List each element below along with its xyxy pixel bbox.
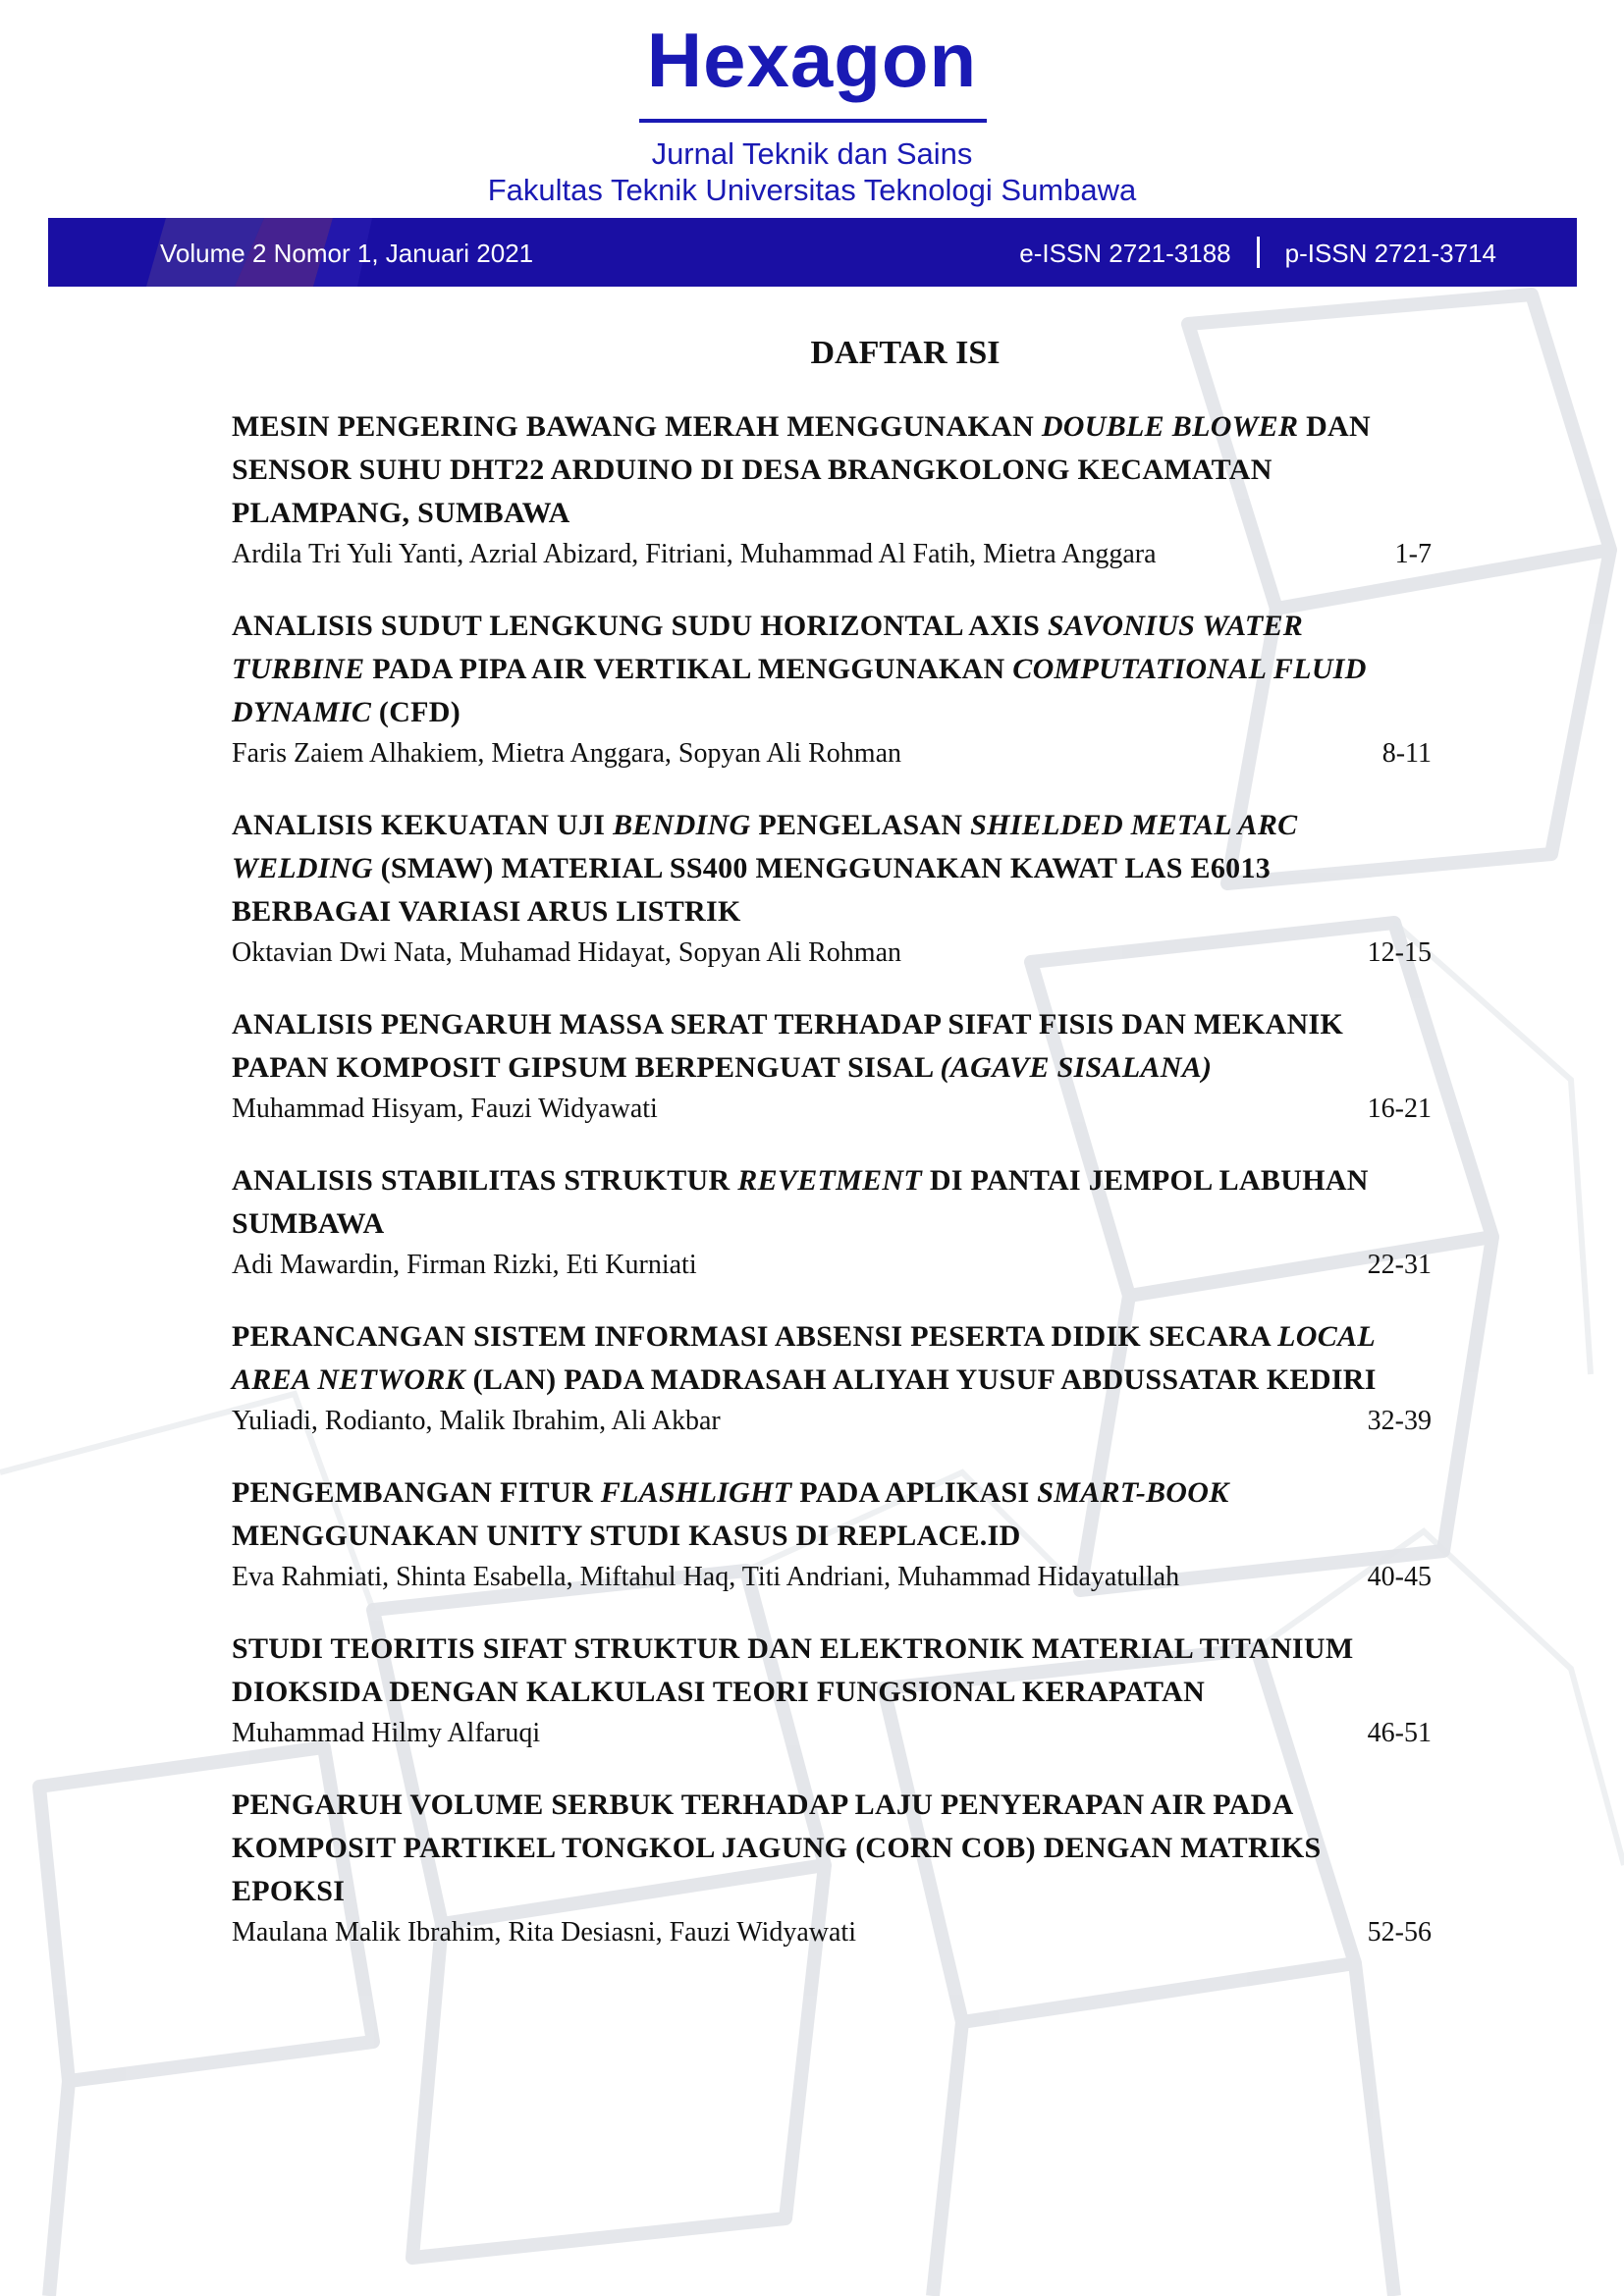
article-pages: 8-11	[1381, 738, 1432, 769]
article-authors: Muhammad Hisyam, Fauzi Widyawati	[232, 1094, 658, 1124]
article-title-run: (LAN) PADA MADRASAH ALIYAH YUSUF ABDUSSATAR KEDIRI	[464, 1363, 1377, 1396]
journal-faculty: Fakultas Teknik Universitas Teknologi Sumbawa	[487, 173, 1137, 207]
article-title-run: ANALISIS PENGARUH MASSA SERAT TERHADAP SIFAT FISIS DAN MEKANIK PAPAN KOMPOSIT GIPSUM BERPENGUAT SISAL	[232, 1008, 1344, 1084]
toc-entry	[232, 1003, 1432, 1129]
journal-name: Hexagon	[646, 17, 978, 103]
article-pages: 1-7	[1394, 539, 1432, 569]
article-pages: 12-15	[1367, 937, 1432, 968]
article-pages: 52-56	[1367, 1917, 1432, 1948]
article-title-run: DAN SENSOR SUHU DHT22 ARDUINO DI DESA BRANGKOLONG KECAMATAN PLAMPANG, SUMBAWA	[232, 410, 1371, 529]
article-title-italic-run: LOCAL AREA NETWORK	[232, 1320, 1375, 1396]
article-title	[232, 1628, 1432, 1714]
article-title-run: DI PANTAI JEMPOL LABUHAN SUMBAWA	[232, 1164, 1369, 1240]
article-title	[232, 1784, 1432, 1913]
article-pages: 46-51	[1367, 1718, 1432, 1748]
article-title-run: PERANCANGAN SISTEM INFORMASI ABSENSI PESERTA DIDIK SECARA	[232, 1320, 1278, 1353]
journal-masthead	[0, 0, 1624, 294]
toc-entry	[232, 1628, 1432, 1753]
article-meta-row	[232, 1714, 1432, 1753]
article-pages: 40-45	[1367, 1562, 1432, 1592]
article-title-italic-run: REVETMENT	[737, 1164, 923, 1197]
toc-entries	[232, 405, 1432, 1952]
article-meta-row	[232, 1402, 1432, 1441]
issue-info-bar	[48, 218, 1577, 287]
journal-name-underline	[639, 119, 987, 123]
article-title	[232, 804, 1432, 934]
article-authors: Muhammad Hilmy Alfaruqi	[232, 1718, 541, 1748]
article-meta-row	[232, 1913, 1432, 1952]
article-pages: 16-21	[1367, 1094, 1432, 1124]
article-title-run: (CFD)	[371, 696, 461, 728]
issn-divider	[1257, 237, 1260, 268]
article-authors: Oktavian Dwi Nata, Muhamad Hidayat, Sopyan Ali Rohman	[232, 937, 901, 968]
journal-subtitle: Jurnal Teknik dan Sains	[651, 136, 973, 171]
toc-heading: DAFTAR ISI	[810, 335, 1001, 371]
article-title-italic-run: BENDING	[613, 809, 751, 841]
article-title-run: MESIN PENGERING BAWANG MERAH MENGGUNAKAN	[232, 410, 1042, 443]
article-title	[232, 1471, 1432, 1558]
article-title-italic-run: COMPUTATIONAL FLUID DYNAMIC	[232, 653, 1367, 728]
article-title-run: ANALISIS KEKUATAN UJI	[232, 809, 614, 841]
article-meta-row	[232, 934, 1432, 973]
article-meta-row	[232, 1090, 1432, 1129]
article-title-run: PENGARUH VOLUME SERBUK TERHADAP LAJU PENYERAPAN AIR PADA KOMPOSIT PARTIKEL TONGKOL JAGUNG (CORN COB) DENGAN MATRIKS EPOKSI	[232, 1789, 1322, 1907]
table-of-contents	[232, 337, 1432, 1983]
article-meta-row	[232, 734, 1432, 774]
article-title	[232, 1159, 1432, 1246]
article-title-run: STUDI TEORITIS SIFAT STRUKTUR DAN ELEKTRONIK MATERIAL TITANIUM DIOKSIDA DENGAN KALKULASI TEORI FUNGSIONAL KERAPATAN	[232, 1632, 1354, 1708]
article-title-italic-run: DOUBLE BLOWER	[1041, 410, 1299, 443]
issn-group	[1019, 237, 1496, 269]
article-title-run: PADA PIPA AIR VERTIKAL MENGGUNAKAN	[364, 653, 1013, 685]
article-authors: Yuliadi, Rodianto, Malik Ibrahim, Ali Akbar	[232, 1406, 721, 1436]
article-pages: 32-39	[1367, 1406, 1432, 1436]
article-title	[232, 1003, 1432, 1090]
e-issn: e-ISSN 2721-3188	[1019, 239, 1231, 268]
article-title	[232, 605, 1432, 734]
article-meta-row	[232, 1246, 1432, 1285]
article-authors: Ardila Tri Yuli Yanti, Azrial Abizard, Fitriani, Muhammad Al Fatih, Mietra Anggara	[232, 539, 1157, 569]
article-title-italic-run: SHIELDED METAL ARC WELDING	[232, 809, 1298, 884]
toc-entry	[232, 1471, 1432, 1597]
article-title	[232, 405, 1432, 535]
toc-entry	[232, 1315, 1432, 1441]
toc-entry	[232, 605, 1432, 774]
article-title-run: PENGELASAN	[750, 809, 971, 841]
article-title-run: PADA APLIKASI	[791, 1476, 1038, 1509]
article-authors: Adi Mawardin, Firman Rizki, Eti Kurniati	[232, 1250, 697, 1280]
article-title-italic-run: (AGAVE SISALANA)	[940, 1051, 1213, 1084]
toc-entry	[232, 1159, 1432, 1285]
article-title-run: MENGGUNAKAN UNITY STUDI KASUS DI REPLACE.ID	[232, 1520, 1021, 1552]
p-issn: p-ISSN 2721-3714	[1284, 239, 1496, 268]
toc-entry	[232, 405, 1432, 574]
article-pages: 22-31	[1367, 1250, 1432, 1280]
article-authors: Eva Rahmiati, Shinta Esabella, Miftahul Haq, Titi Andriani, Muhammad Hidayatullah	[232, 1562, 1180, 1592]
article-authors: Maulana Malik Ibrahim, Rita Desiasni, Fauzi Widyawati	[232, 1917, 856, 1948]
article-title-italic-run: FLASHLIGHT	[600, 1476, 792, 1509]
article-title-run: ANALISIS SUDUT LENGKUNG SUDU HORIZONTAL AXIS	[232, 610, 1048, 642]
article-meta-row	[232, 535, 1432, 574]
article-title-run: ANALISIS STABILITAS STRUKTUR	[232, 1164, 738, 1197]
article-title-italic-run: SMART-BOOK	[1037, 1476, 1229, 1509]
article-title	[232, 1315, 1432, 1402]
article-authors: Faris Zaiem Alhakiem, Mietra Anggara, Sopyan Ali Rohman	[232, 738, 901, 769]
article-title-italic-run: SAVONIUS WATER TURBINE	[232, 610, 1304, 685]
toc-entry	[232, 804, 1432, 973]
toc-entry	[232, 1784, 1432, 1952]
issue-volume-label: Volume 2 Nomor 1, Januari 2021	[160, 239, 534, 268]
article-title-run: (SMAW) MATERIAL SS400 MENGGUNAKAN KAWAT LAS E6013 BERBAGAI VARIASI ARUS LISTRIK	[232, 852, 1272, 928]
article-title-run: PENGEMBANGAN FITUR	[232, 1476, 601, 1509]
article-meta-row	[232, 1558, 1432, 1597]
